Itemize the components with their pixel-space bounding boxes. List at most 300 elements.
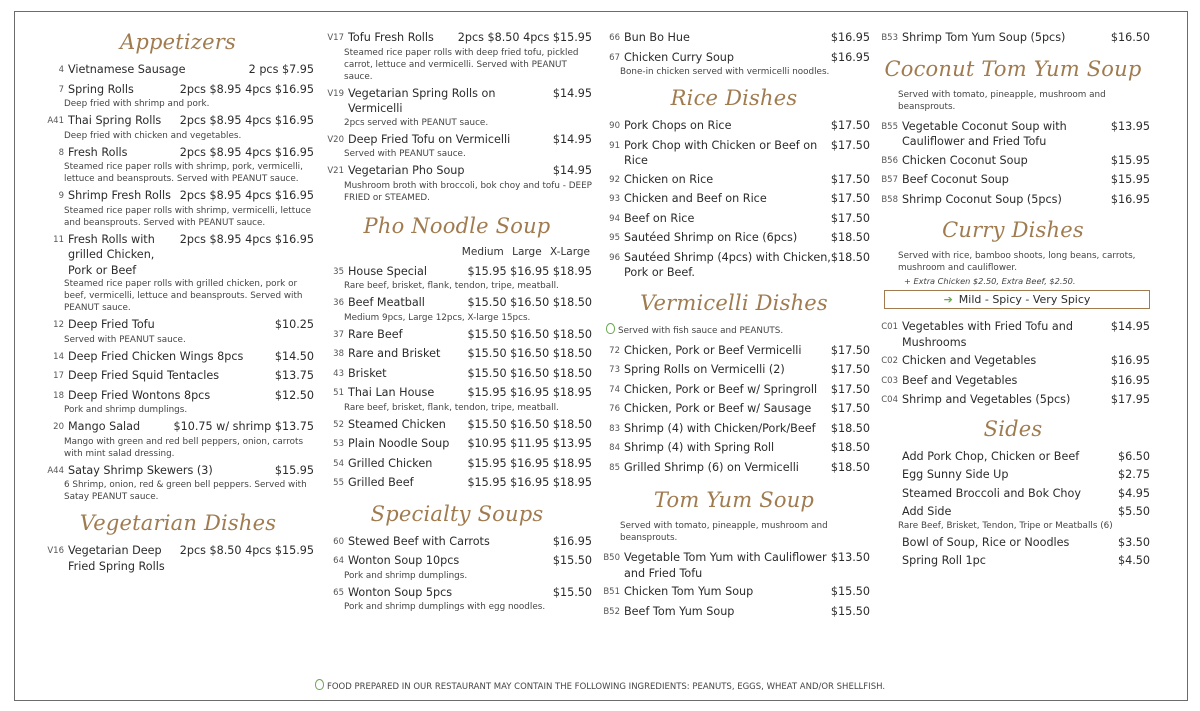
item-code: V16 [47, 546, 64, 556]
menu-item [42, 463, 314, 504]
item-name: Grilled Chicken [348, 456, 433, 470]
item-name: Chicken Curry Soup [624, 50, 734, 64]
item-code: 14 [53, 351, 64, 362]
menu-item [598, 362, 870, 379]
item-code: 43 [333, 368, 344, 379]
item-code: 74 [609, 384, 620, 395]
item-name: Beef Tom Yum Soup [624, 604, 735, 618]
item-name: Fresh Rolls [68, 145, 128, 159]
item-price: $15.50 [830, 585, 870, 598]
item-code: 60 [333, 536, 344, 547]
section-title-curry: Curry Dishes [942, 218, 1084, 242]
menu-item [598, 211, 870, 228]
menu-item [322, 163, 592, 204]
item-price: $17.50 [830, 363, 870, 376]
item-price: $15.95 [274, 463, 314, 477]
arrow-right-icon: ➔ [943, 293, 953, 306]
item-price: $14.95 [552, 86, 592, 100]
item-name: Mango Salad [68, 420, 141, 433]
item-code: 55 [333, 478, 344, 488]
menu-item [42, 368, 314, 385]
item-name: Egg Sunny Side Up [902, 468, 1009, 481]
item-price: 2pcs $8.95 4pcs $16.95 [179, 114, 314, 127]
item-price: 2pcs $8.95 4pcs $16.95 [179, 189, 314, 202]
item-code: B55 [881, 121, 898, 132]
item-code: C03 [881, 375, 898, 386]
item-price: $15.50 $16.50 $18.50 [467, 296, 592, 309]
item-code: V19 [327, 88, 344, 99]
menu-item [322, 534, 592, 551]
menu-item [598, 401, 870, 418]
item-name: Chicken on Rice [624, 172, 714, 186]
item-price: $15.50 $16.50 $18.50 [467, 366, 592, 380]
tom-yum-note: Served with tomato, pineapple, mushroom and beansprouts. [620, 521, 828, 543]
item-name: Vegetarian Spring Rolls on Vermicelli [348, 86, 496, 115]
item-price: $14.95 [552, 164, 592, 177]
menu-column-2 [322, 30, 592, 616]
item-description: Rare beef, brisket, flank, tendon, tripe, meatball. [344, 402, 559, 413]
item-code: 93 [609, 194, 620, 204]
menu-item [42, 543, 314, 574]
item-name: Sautéed Shrimp (4pcs) with Chicken, Pork or Beef. [624, 250, 831, 279]
section-title-specialty: Specialty Soups [370, 501, 544, 526]
item-name: Deep Fried Squid Tentacles [68, 369, 220, 382]
item-price: $4.50 [1117, 554, 1150, 567]
menu-item [876, 486, 1150, 502]
item-price: $15.95 [1110, 153, 1150, 167]
item-price: $13.50 [830, 551, 870, 564]
item-price: $14.95 [1110, 320, 1150, 333]
item-price: $18.50 [830, 250, 870, 264]
item-price: 2pcs $8.50 4pcs $15.95 [457, 31, 592, 44]
item-description: Rare beef, brisket, flank, tendon, tripe, meatball. [344, 281, 559, 291]
item-name: Deep Fried Wontons 8pcs [68, 388, 211, 402]
item-name: Vietnamese Sausage [68, 63, 186, 76]
item-code: 76 [609, 404, 620, 414]
item-price: $14.95 [552, 132, 592, 146]
item-name: Chicken, Pork or Beef w/ Springroll [624, 382, 818, 396]
item-price: 2 pcs $7.95 [248, 63, 314, 76]
item-code: 90 [609, 121, 620, 131]
vegetarian-list [42, 543, 314, 574]
item-price: 2pcs $8.95 4pcs $16.95 [179, 232, 314, 246]
item-name: Spring Rolls [68, 82, 134, 96]
item-name: Deep Fried Tofu [68, 318, 155, 331]
item-price: $17.50 [830, 382, 870, 396]
menu-item [598, 118, 870, 135]
item-price: $15.50 $16.50 $18.50 [467, 327, 592, 341]
item-price: $16.95 [1110, 354, 1150, 367]
item-price: $16.95 [1110, 192, 1150, 206]
menu-item [42, 82, 314, 111]
menu-item [42, 317, 314, 346]
menu-item [876, 192, 1150, 209]
item-name: Beef Coconut Soup [902, 173, 1009, 186]
item-code [876, 449, 902, 450]
menu-item [876, 392, 1150, 409]
sides-list [876, 449, 1150, 569]
menu-item [322, 475, 592, 492]
item-description: Deep fried with chicken and vegetables. [64, 130, 242, 141]
spice-levels-text: Mild - Spicy - Very Spicy [958, 293, 1091, 306]
item-code: C01 [881, 322, 898, 332]
item-name: Vegetable Coconut Soup with Cauliflower and Fried Tofu [902, 119, 1067, 148]
item-name: Plain Noodle Soup [348, 437, 450, 450]
menu-item [322, 30, 592, 83]
menu-item [42, 419, 314, 460]
vermicelli-note [606, 323, 870, 337]
item-price: $17.50 [830, 192, 870, 205]
item-description: Served with PEANUT sauce. [344, 149, 466, 159]
item-code [876, 504, 902, 505]
item-name: Deep Fried Tofu on Vermicelli [348, 132, 511, 146]
item-price: $15.50 [552, 585, 592, 599]
item-name: Brisket [348, 366, 387, 380]
vermicelli-list [598, 343, 870, 477]
allergen-footer-text: FOOD PREPARED IN OUR RESTAURANT MAY CONTAIN THE FOLLOWING INGREDIENTS: PEANUTS, EGGS, WHEAT AND/OR SHELLFISH. [326, 682, 886, 692]
item-code: 35 [333, 266, 344, 277]
menu-item [598, 191, 870, 208]
item-price: $16.95 [552, 534, 592, 548]
item-name: Chicken and Beef on Rice [624, 192, 767, 205]
allergen-footer [0, 679, 1200, 692]
item-code: V20 [327, 134, 344, 145]
specialty-list [322, 534, 592, 614]
item-code: 73 [609, 365, 620, 375]
item-code: A41 [47, 116, 64, 126]
item-name: House Special [348, 264, 427, 278]
item-code: B50 [603, 553, 620, 563]
item-code: 84 [609, 443, 620, 453]
menu-item [598, 604, 870, 621]
item-price: $15.50 $16.50 $18.50 [467, 347, 592, 360]
item-description: Steamed rice paper rolls with shrimp, vermicelli, lettuce and beansprouts. Served with PEANUT sauce. [64, 205, 312, 228]
item-code: 18 [53, 390, 64, 401]
section-title-rice: Rice Dishes [670, 86, 798, 110]
menu-item [322, 346, 592, 363]
pho-list [322, 264, 592, 492]
item-name: Chicken Tom Yum Soup [624, 585, 754, 598]
item-name: Rare Beef [348, 327, 403, 341]
item-code [876, 535, 902, 536]
item-code: 36 [333, 298, 344, 308]
menu-item [876, 153, 1150, 170]
peanut-icon [315, 679, 324, 690]
item-name: Beef and Vegetables [902, 373, 1018, 387]
item-price: $17.50 [830, 343, 870, 357]
menu-item [598, 440, 870, 457]
appetizers-list [42, 62, 314, 503]
item-price: $18.50 [830, 460, 870, 474]
item-code [876, 486, 902, 487]
peanut-icon [606, 323, 615, 334]
section-title-vegetarian: Vegetarian Dishes [79, 511, 277, 535]
item-price: $17.95 [1110, 393, 1150, 406]
item-code: 20 [53, 422, 64, 432]
item-description: Mango with green and red bell peppers, onion, carrots with mint salad dressing. [64, 436, 304, 459]
tom-yum-list-cont [876, 30, 1150, 47]
item-price: $2.75 [1117, 468, 1150, 481]
item-name: Spring Rolls on Vermicelli (2) [624, 363, 785, 376]
item-code: B56 [881, 155, 898, 166]
menu-item [322, 264, 592, 293]
menu-item [876, 30, 1150, 47]
menu-column-1 [42, 28, 314, 577]
spice-level-box [884, 290, 1150, 309]
item-code: 65 [333, 587, 344, 598]
item-name: Bowl of Soup, Rice or Noodles [902, 535, 1070, 549]
item-code: 7 [58, 84, 64, 95]
menu-item [876, 119, 1150, 150]
rice-list [598, 118, 870, 281]
item-name: Shrimp (4) with Chicken/Pork/Beef [624, 421, 816, 435]
item-code: B57 [881, 175, 898, 185]
item-code: 8 [58, 147, 64, 158]
item-code: 83 [609, 423, 620, 434]
item-code: 11 [53, 234, 64, 245]
item-price: $17.50 [830, 211, 870, 225]
item-description: Deep fried with shrimp and pork. [64, 99, 210, 109]
menu-item [598, 382, 870, 399]
menu-item [598, 343, 870, 360]
menu-item [42, 349, 314, 366]
item-description: Medium 9pcs, Large 12pcs, X-large 15pcs. [344, 312, 531, 323]
item-description: Pork and shrimp dumplings with egg noodles. [344, 602, 546, 612]
item-name: Pork Chop with Chicken or Beef on Rice [624, 138, 818, 167]
item-name: Vegetable Tom Yum with Cauliflower and Fried Tofu [624, 551, 827, 580]
item-code: B53 [881, 33, 898, 43]
item-code: 52 [333, 419, 344, 430]
menu-item [42, 232, 314, 315]
pho-size-header: Medium Large X-Large [461, 245, 590, 258]
item-name: Deep Fried Chicken Wings 8pcs [68, 349, 244, 363]
item-price: $15.95 [1110, 173, 1150, 186]
section-title-coconut: Coconut Tom Yum Soup [884, 56, 1142, 81]
item-name: Shrimp (4) with Spring Roll [624, 441, 775, 454]
item-name: Grilled Shrimp (6) on Vermicelli [624, 460, 799, 474]
menu-item [876, 553, 1150, 569]
menu-item [322, 385, 592, 414]
menu-item [42, 113, 314, 142]
item-price: $18.50 [830, 441, 870, 454]
item-code: 4 [58, 65, 64, 75]
item-name: Thai Spring Rolls [68, 114, 162, 127]
item-price: $6.50 [1117, 449, 1150, 463]
item-code: 72 [609, 345, 620, 356]
item-code: 95 [609, 233, 620, 243]
item-name: Add Side [902, 505, 952, 518]
item-description: Bone-in chicken served with vermicelli noodles. [620, 67, 830, 77]
menu-item [598, 50, 870, 79]
section-title-appetizers: Appetizers [120, 30, 236, 54]
menu-item [322, 553, 592, 582]
menu-item [42, 145, 314, 186]
coconut-list [876, 119, 1150, 209]
vegetarian-list-cont [322, 30, 592, 204]
item-code: 92 [609, 174, 620, 185]
item-code: A44 [47, 465, 64, 476]
menu-item [876, 353, 1150, 370]
item-code: B52 [603, 606, 620, 617]
item-price: $16.95 [830, 50, 870, 64]
item-code: C02 [881, 356, 898, 366]
item-price: $14.50 [274, 349, 314, 363]
menu-item [322, 436, 592, 453]
item-price: $13.95 [1110, 119, 1150, 133]
item-description: Served with PEANUT sauce. [64, 334, 186, 345]
menu-item [322, 327, 592, 344]
item-name: Grilled Beef [348, 476, 414, 489]
item-name: Beef on Rice [624, 211, 695, 225]
coconut-note: Served with tomato, pineapple, mushroom and beansprouts. [898, 89, 1106, 112]
item-name: Sautéed Shrimp on Rice (6pcs) [624, 231, 798, 244]
item-price: $16.50 [1110, 31, 1150, 44]
item-name: Shrimp Tom Yum Soup (5pcs) [902, 31, 1066, 44]
item-name: Rare and Brisket [348, 347, 441, 360]
item-price: $16.95 [830, 31, 870, 44]
menu-item [598, 138, 870, 169]
item-price: $10.75 w/ shrimp $13.75 [173, 420, 314, 433]
item-code: 17 [53, 371, 64, 381]
item-code: 94 [609, 213, 620, 224]
item-price: $15.50 [552, 554, 592, 567]
item-description: Mushroom broth with broccoli, bok choy and tofu - DEEP FRIED or STEAMED. [344, 180, 592, 203]
menu-item [598, 250, 870, 281]
item-name: Chicken Coconut Soup [902, 153, 1028, 167]
item-price: $5.50 [1117, 505, 1150, 518]
item-code [876, 553, 902, 554]
item-price: $15.95 $16.95 $18.95 [467, 264, 592, 278]
menu-item [322, 456, 592, 473]
item-description: Steamed rice paper rolls with shrimp, pork, vermicelli, lettuce and beansprouts. Served with PEANUT sauce. [64, 162, 303, 184]
item-code: V17 [327, 33, 344, 43]
menu-item [876, 319, 1150, 350]
item-name: Add Pork Chop, Chicken or Beef [902, 449, 1080, 463]
item-name: Fresh Rolls with grilled Chicken, Pork or Beef [68, 232, 155, 277]
item-name: Chicken, Pork or Beef w/ Sausage [624, 402, 812, 415]
item-price: $4.95 [1117, 486, 1150, 500]
item-price: $15.95 $16.95 $18.95 [467, 476, 592, 489]
curry-list [876, 319, 1150, 409]
item-name: Spring Roll 1pc [902, 554, 986, 567]
item-code: V21 [327, 166, 344, 176]
item-price: $17.50 [830, 402, 870, 415]
item-price: 2pcs $8.50 4pcs $15.95 [179, 544, 314, 557]
menu-item [598, 30, 870, 47]
item-name: Beef Meatball [348, 296, 425, 309]
item-code: C04 [881, 395, 898, 405]
item-price: $10.95 $11.95 $13.95 [467, 437, 592, 450]
menu-item [598, 230, 870, 247]
menu-item [322, 132, 592, 161]
menu-item [876, 467, 1150, 483]
item-name: Stewed Beef with Carrots [348, 534, 490, 548]
menu-item [598, 172, 870, 189]
item-price: $12.50 [274, 388, 314, 402]
item-description: Steamed rice paper rolls with grilled chicken, pork or beef, vermicelli, lettuce and beansprouts. Served with PEANUT sauce. [64, 279, 303, 313]
section-title-tom-yum: Tom Yum Soup [653, 488, 815, 512]
menu-item [322, 86, 592, 129]
menu-item [876, 504, 1150, 532]
item-name: Thai Lan House [348, 386, 435, 399]
item-name: Wonton Soup 10pcs [348, 554, 460, 567]
item-name: Tofu Fresh Rolls [348, 31, 434, 44]
menu-item [598, 460, 870, 477]
item-code: 53 [333, 439, 344, 449]
item-price: $3.50 [1117, 535, 1150, 549]
item-price: $10.25 [274, 318, 314, 331]
item-code [876, 467, 902, 468]
menu-item [322, 295, 592, 324]
menu-item [876, 449, 1150, 465]
item-price: $16.95 [1110, 373, 1150, 387]
item-code: 12 [53, 320, 64, 330]
item-code: 54 [333, 458, 344, 469]
item-code: 85 [609, 462, 620, 473]
item-name: Satay Shrimp Skewers (3) [68, 463, 213, 477]
item-price: 2pcs $8.95 4pcs $16.95 [179, 82, 314, 96]
menu-item [322, 417, 592, 434]
menu-item [876, 373, 1150, 390]
menu-column-3 [598, 30, 870, 623]
item-description: 2pcs served with PEANUT sauce. [344, 117, 489, 128]
item-code: 66 [609, 33, 620, 43]
item-code: B51 [603, 587, 620, 597]
item-price: $17.50 [830, 119, 870, 132]
item-price: $17.50 [830, 172, 870, 186]
item-description: Steamed rice paper rolls with deep fried tofu, pickled carrot, lettuce and vermicelli. Served with PEANUT sauce. [344, 47, 579, 82]
menu-item [42, 188, 314, 229]
item-name: Vegetarian Deep Fried Spring Rolls [68, 544, 165, 573]
item-code: 67 [609, 52, 620, 63]
menu-item [876, 535, 1150, 551]
section-title-sides: Sides [983, 416, 1043, 441]
section-title-pho: Pho Noodle Soup [363, 213, 551, 238]
vermicelli-note-text: Served with fish sauce and PEANUTS. [618, 325, 784, 336]
item-name: Steamed Broccoli and Bok Choy [902, 486, 1081, 500]
menu-item [598, 584, 870, 601]
item-code: B58 [881, 194, 898, 205]
tom-yum-list [598, 550, 870, 620]
menu-item [322, 366, 592, 383]
item-code: 96 [609, 252, 620, 263]
menu-item [598, 550, 870, 581]
item-price: $15.95 $16.95 $18.95 [467, 386, 592, 399]
item-code: 37 [333, 329, 344, 340]
item-name: Wonton Soup 5pcs [348, 585, 453, 599]
item-name: Shrimp Coconut Soup (5pcs) [902, 192, 1062, 206]
section-title-vermicelli: Vermicelli Dishes [640, 290, 828, 315]
item-price: $15.50 $16.50 $18.50 [467, 417, 592, 431]
menu-item [322, 585, 592, 614]
item-price: $18.50 [830, 421, 870, 435]
item-code: 38 [333, 349, 344, 359]
specialty-list-cont [598, 30, 870, 78]
item-name: Shrimp and Vegetables (5pcs) [902, 393, 1071, 406]
menu-item [42, 62, 314, 79]
item-name: Chicken, Pork or Beef Vermicelli [624, 343, 802, 357]
item-code: 91 [609, 140, 620, 151]
item-code: 51 [333, 388, 344, 398]
item-name: Shrimp Fresh Rolls [68, 189, 171, 202]
item-code: 64 [333, 556, 344, 566]
item-price: $13.75 [274, 369, 314, 382]
item-description: Pork and shrimp dumplings. [64, 405, 188, 415]
item-name: Steamed Chicken [348, 417, 446, 431]
item-name: Pork Chops on Rice [624, 119, 732, 132]
curry-extra-note: + Extra Chicken $2.50, Extra Beef, $2.50. [904, 276, 1076, 286]
menu-item [598, 421, 870, 438]
